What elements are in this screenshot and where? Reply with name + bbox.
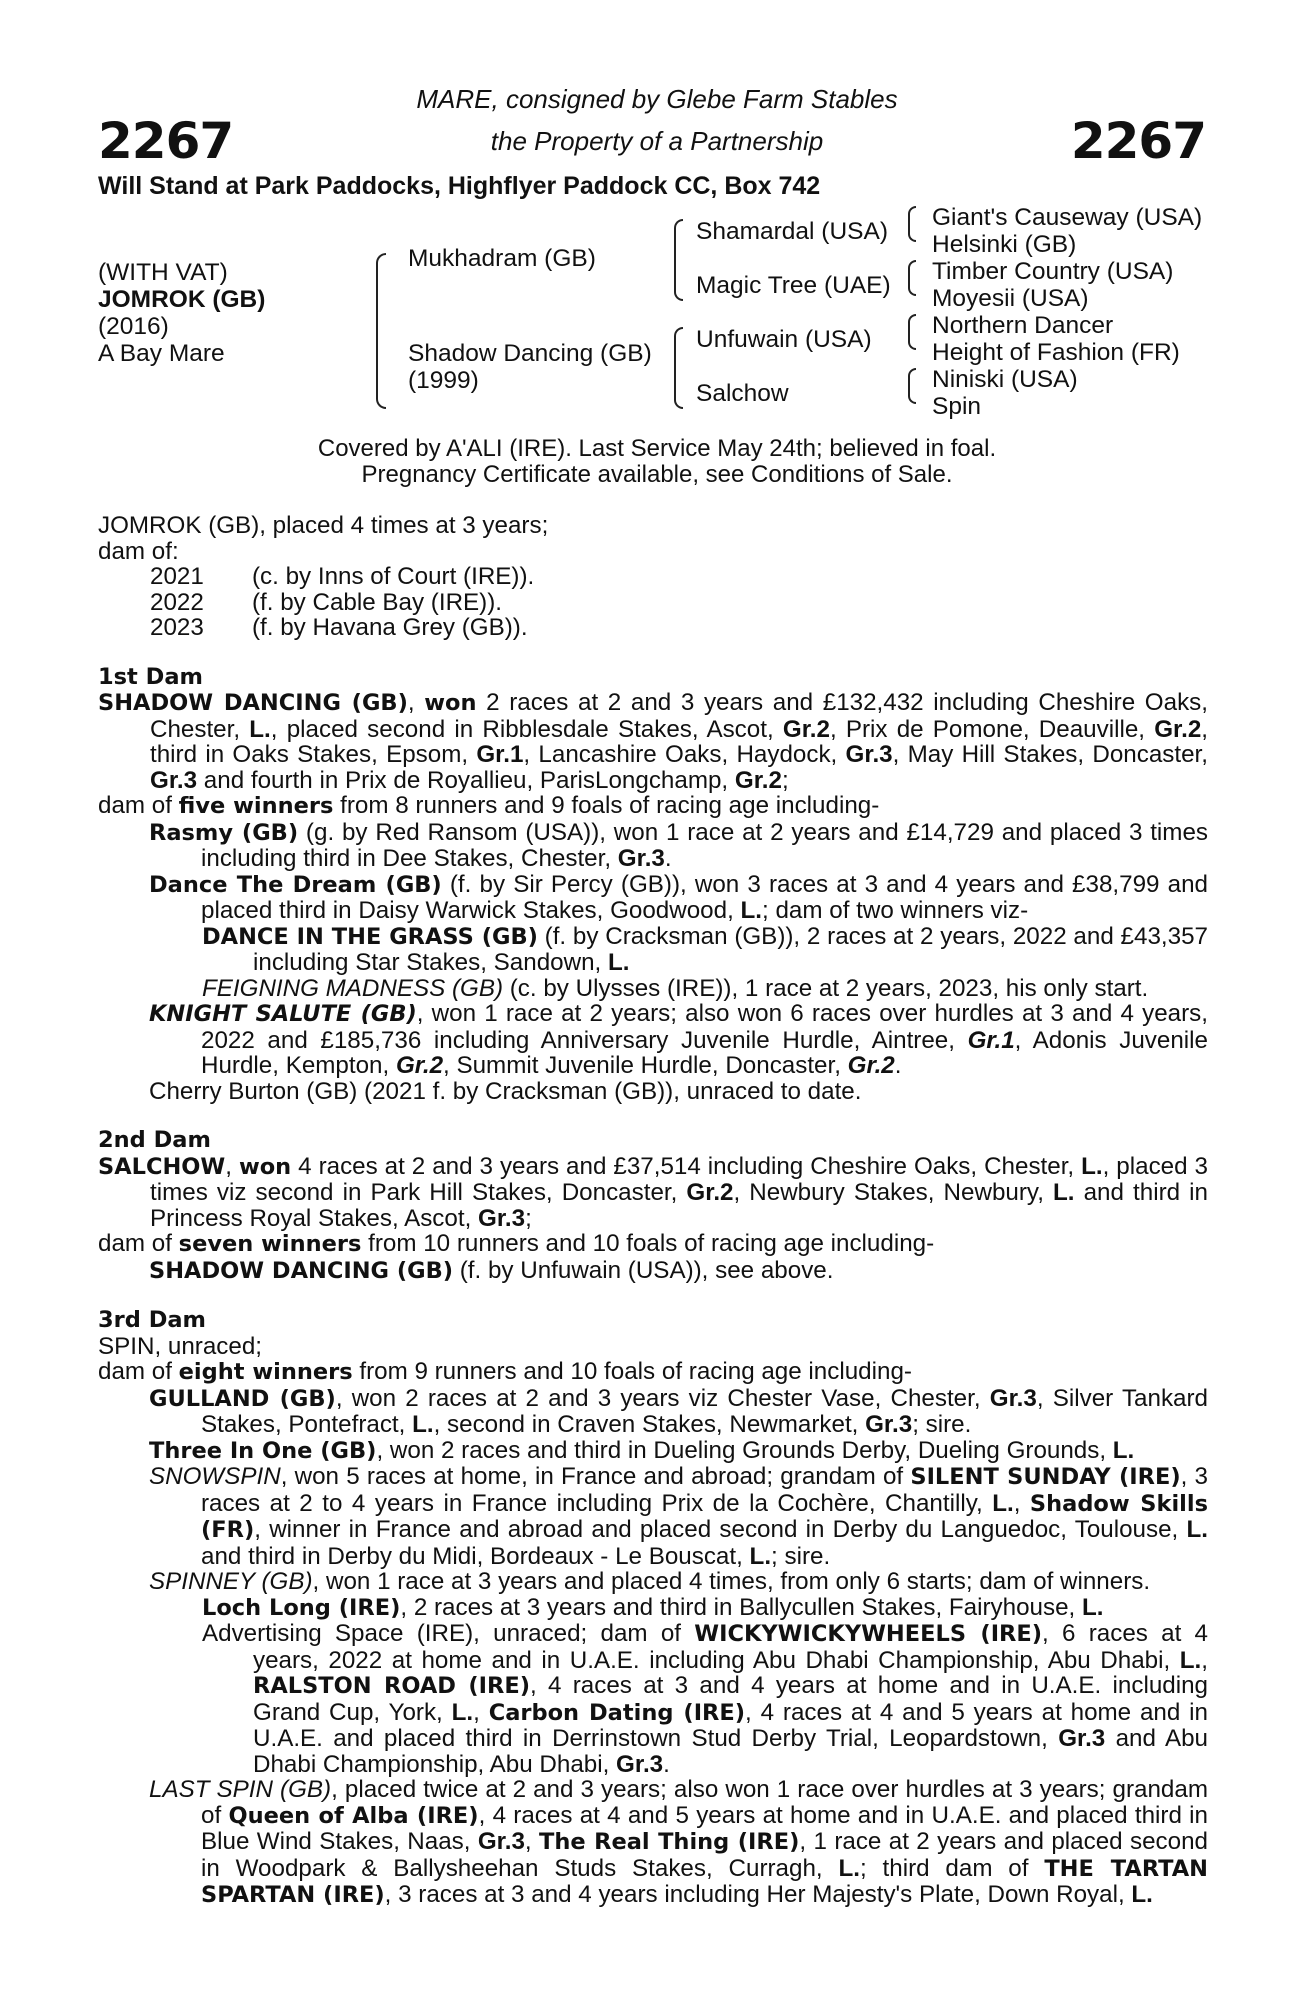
pedigree-brace xyxy=(908,260,916,296)
grandsire-1: Shamardal (USA) xyxy=(696,218,888,245)
pedigree-brace xyxy=(674,219,683,301)
great-grandparent: Northern Dancer xyxy=(932,312,1114,339)
dam-year: (1999) xyxy=(408,367,479,394)
produce-row xyxy=(98,615,1208,641)
lot-number: 2267 xyxy=(98,112,234,170)
covered-note: Covered by A'ALI (IRE). Last Service May 24th; believed in foal. xyxy=(317,435,997,462)
section-heading: 1st Dam xyxy=(98,663,203,690)
section-heading: 3rd Dam xyxy=(98,1307,206,1333)
intro-line: JOMROK (GB), placed 4 times at 3 years; xyxy=(98,512,549,539)
dam-of-label: dam of: xyxy=(98,537,179,565)
produce-text: (f. by Havana Grey (GB)). xyxy=(252,614,528,641)
great-grandparent: Niniski (USA) xyxy=(932,366,1078,393)
dam-of-line: dam of seven winners from 10 runners and 10 foals of racing age including- xyxy=(98,1230,935,1257)
progeny-entry: Rasmy (GB) (g. by Red Ransom (USA)), won 1 race at 2 years and £14,729 and placed 3 times including third in Dee Stakes, Chester, Gr.3. xyxy=(149,818,1209,872)
great-grandparent: Timber Country (USA) xyxy=(932,258,1174,285)
pregnancy-note: Pregnancy Certificate available, see Conditions of Sale. xyxy=(361,461,953,488)
vat-note: (WITH VAT) xyxy=(98,259,228,286)
produce-row xyxy=(98,590,1208,616)
produce-year: 2022 xyxy=(150,588,204,616)
pedigree-brace xyxy=(908,314,916,350)
dam-entry: SHADOW DANCING (GB), won 2 races at 2 and 3 years and £132,432 including Cheshire Oaks, Chester, L., placed second in Ribblesdale Stakes, Ascot, Gr.2, Prix de Pomone, Deauville, Gr.2, third in Oaks Stakes, Epsom, Gr.1, Lancashire Oaks, Haydock, Gr.3, May Hill Stakes, Doncaster, Gr.3 and fourth in Prix de Royallieu, ParisLongchamp, Gr.2; xyxy=(98,689,1209,794)
progeny-entry: Loch Long (IRE), 2 races at 3 years and third in Ballycullen Stakes, Fairyhouse, L. xyxy=(202,1593,1104,1621)
dam-entry: SPIN, unraced; xyxy=(98,1332,263,1360)
produce-year: 2021 xyxy=(150,563,204,590)
consignor-line: MARE, consigned by Glebe Farm Stables xyxy=(416,84,898,114)
horse-description: A Bay Mare xyxy=(98,340,225,367)
horse-name: JOMROK (GB) xyxy=(98,286,266,313)
progeny-entry: SNOWSPIN, won 5 races at home, in France and abroad; grandam of SILENT SUNDAY (IRE), 3 races at 2 to 4 years in France including Prix de la Cochère, Chantilly, L., Shadow Skills (FR), winner in France and abroad and placed second in Derby du Languedoc, Toulouse, L. and third in Derby du Midi, Bordeaux - Le Bouscat, L.; sire. xyxy=(149,1463,1208,1570)
stand-location: Will Stand at Park Paddocks, Highflyer Paddock CC, Box 742 xyxy=(98,172,821,200)
produce-year: 2023 xyxy=(150,614,204,641)
property-line: the Property of a Partnership xyxy=(490,126,824,156)
pedigree-brace xyxy=(376,253,386,409)
progeny-entry: FEIGNING MADNESS (GB) (c. by Ulysses (IRE)), 1 race at 2 years, 2023, his only start. xyxy=(202,974,1149,1002)
produce-row xyxy=(98,564,1208,590)
progeny-entry: SPINNEY (GB), won 1 race at 3 years and placed 4 times, from only 6 starts; dam of winners. xyxy=(149,1568,1151,1595)
pedigree-brace xyxy=(674,327,683,409)
catalogue-body xyxy=(98,513,1208,1909)
progeny-entry: Cherry Burton (GB) (2021 f. by Cracksman (GB)), unraced to date. xyxy=(149,1077,862,1105)
great-grandparent: Helsinki (GB) xyxy=(932,231,1077,258)
progeny-entry: GULLAND (GB), won 2 races at 2 and 3 years viz Chester Vase, Chester, Gr.3, Silver Tankard Stakes, Pontefract, L., second in Craven Stakes, Newmarket, Gr.3; sire. xyxy=(149,1384,1208,1438)
horse-year: (2016) xyxy=(98,313,169,340)
progeny-entry: SHADOW DANCING (GB) (f. by Unfuwain (USA)), see above. xyxy=(149,1256,834,1284)
dam-of-line: dam of five winners from 8 runners and 9 foals of racing age including- xyxy=(98,792,880,819)
progeny-entry: LAST SPIN (GB), placed twice at 2 and 3 years; also won 1 race over hurdles at 3 years; grandam of Queen of Alba (IRE), 4 races at 4 and 5 years at home and in U.A.E. and placed third in Blue Wind Stakes, Naas, Gr.3, The Real Thing (IRE), 1 race at 2 years and placed second in Woodpark & Ballysheehan Studs Stakes, Curragh, L.; third dam of THE TARTAN SPARTAN (IRE), 3 races at 3 and 4 years including Her Majesty's Plate, Down Royal, L. xyxy=(149,1776,1208,1908)
pedigree-brace xyxy=(908,206,916,242)
progeny-entry: DANCE IN THE GRASS (GB) (f. by Cracksman (GB)), 2 races at 2 years, 2022 and £43,357 including Star Stakes, Sandown, L. xyxy=(202,922,1208,976)
produce-text: (f. by Cable Bay (IRE)). xyxy=(252,588,503,616)
grandsire-2: Unfuwain (USA) xyxy=(696,326,872,353)
progeny-entry: Dance The Dream (GB) (f. by Sir Percy (GB)), won 3 races at 3 and 4 years and £38,799 and placed third in Daisy Warwick Stakes, Goodwood, L.; dam of two winners viz- xyxy=(149,870,1208,924)
dam-entry: SALCHOW, won 4 races at 2 and 3 years and £37,514 including Cheshire Oaks, Chester, L., placed 3 times viz second in Park Hill Stakes, Doncaster, Gr.2, Newbury Stakes, Newbury, L. and third in Princess Royal Stakes, Ascot, Gr.3; xyxy=(98,1152,1208,1232)
great-grandparent: Spin xyxy=(932,393,982,420)
granddam-1: Magic Tree (UAE) xyxy=(696,272,891,299)
great-grandparent: Giant's Causeway (USA) xyxy=(932,204,1203,231)
great-grandparent: Height of Fashion (FR) xyxy=(932,339,1180,366)
sire: Mukhadram (GB) xyxy=(408,245,596,272)
dam: Shadow Dancing (GB) xyxy=(408,340,652,367)
section-heading: 2nd Dam xyxy=(98,1127,211,1153)
progeny-entry: Three In One (GB), won 2 races and third in Dueling Grounds Derby, Dueling Grounds, L. xyxy=(149,1436,1135,1464)
lot-number-right: 2267 xyxy=(1070,112,1206,170)
dam-of-line: dam of eight winners from 9 runners and 10 foals of racing age including- xyxy=(98,1358,912,1385)
pedigree-brace xyxy=(908,368,916,404)
granddam-2: Salchow xyxy=(696,380,789,407)
produce-text: (c. by Inns of Court (IRE)). xyxy=(252,563,535,590)
great-grandparent: Moyesii (USA) xyxy=(932,285,1089,312)
progeny-entry: Advertising Space (IRE), unraced; dam of WICKYWICKYWHEELS (IRE), 6 races at 4 years, 2022 at home and in U.A.E. including Abu Dhabi Championship, Abu Dhabi, L., RALSTON ROAD (IRE), 4 races at 3 and 4 years at home and in U.A.E. including Grand Cup, York, L., Carbon Dating (IRE), 4 races at 4 and 5 years at home and in U.A.E. and placed third in Derrinstown Stud Derby Trial, Leopardstown, Gr.3 and Abu Dhabi Championship, Abu Dhabi, Gr.3. xyxy=(202,1620,1208,1778)
progeny-entry: KNIGHT SALUTE (GB), won 1 race at 2 years; also won 6 races over hurdles at 3 and 4 years, 2022 and £185,736 including Anniversary Juvenile Hurdle, Aintree, Gr.1, Adonis Juvenile Hurdle, Kempton, Gr.2, Summit Juvenile Hurdle, Doncaster, Gr.2. xyxy=(149,1000,1208,1079)
